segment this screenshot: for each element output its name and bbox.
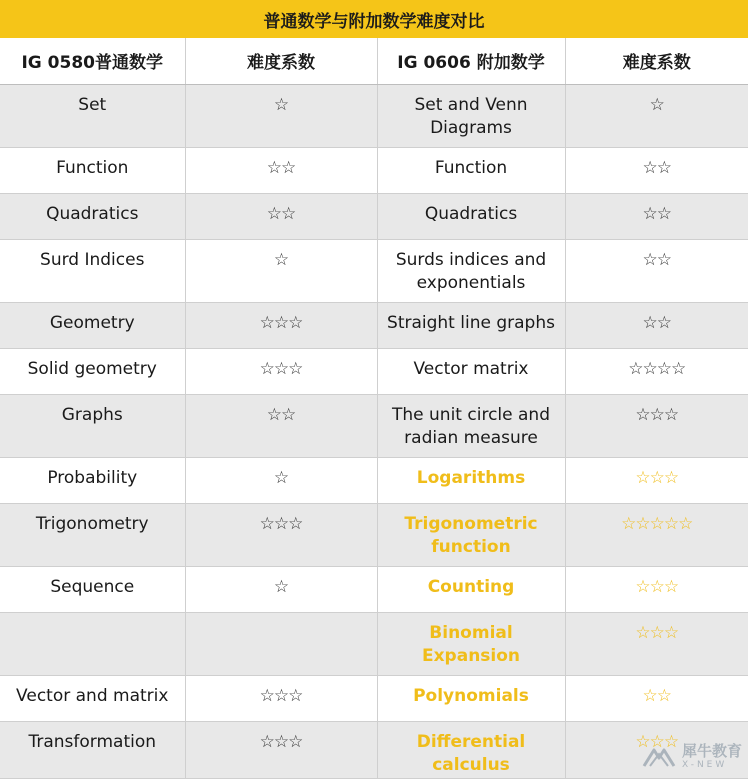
difficulty-0580-cell: ☆☆ (185, 193, 377, 239)
difficulty-0606-cell: ☆☆ (565, 147, 748, 193)
table-row (0, 566, 748, 612)
difficulty-0580-cell: ☆ (185, 566, 377, 612)
watermark-en: X-NEW (681, 760, 728, 770)
difficulty-0606-cell: ☆☆ (565, 239, 748, 302)
topic-0606-cell: Function (377, 147, 565, 193)
difficulty-0606-cell: ☆☆ (565, 675, 748, 721)
topic-0580-cell (0, 612, 185, 675)
topic-0606-cell: Counting (377, 566, 565, 612)
topic-0580-cell: Set (0, 84, 185, 147)
topic-0580-cell: Geometry (0, 302, 185, 348)
watermark-cn: 犀牛教育 (681, 742, 742, 760)
header-0580-topic: IG 0580普通数学 (0, 38, 185, 84)
difficulty-0580-cell: ☆☆☆ (185, 675, 377, 721)
difficulty-0580-cell: ☆☆☆ (185, 302, 377, 348)
topic-0580-cell: Function (0, 147, 185, 193)
table-row (0, 348, 748, 394)
difficulty-0606-cell: ☆☆☆ (565, 721, 748, 778)
topic-0580-cell: Sequence (0, 566, 185, 612)
difficulty-0580-cell: ☆ (185, 457, 377, 503)
table-row (0, 147, 748, 193)
table-row (0, 503, 748, 566)
difficulty-0580-cell: ☆☆ (185, 394, 377, 457)
table-row (0, 302, 748, 348)
topic-0580-cell: Quadratics (0, 193, 185, 239)
difficulty-0606-cell: ☆☆ (565, 302, 748, 348)
topic-0606-cell: Binomial Expansion (377, 612, 565, 675)
watermark (642, 744, 742, 770)
topic-0606-cell: Logarithms (377, 457, 565, 503)
rhino-logo-icon (642, 746, 676, 768)
table-row (0, 394, 748, 457)
difficulty-0606-cell: ☆☆☆ (565, 612, 748, 675)
table-row (0, 84, 748, 147)
difficulty-0580-cell: ☆ (185, 239, 377, 302)
difficulty-0606-cell: ☆☆☆ (565, 566, 748, 612)
topic-0606-cell: Quadratics (377, 193, 565, 239)
difficulty-0606-cell: ☆ (565, 84, 748, 147)
table-row (0, 457, 748, 503)
difficulty-0580-cell: ☆☆☆ (185, 721, 377, 778)
topic-0606-cell: Differential calculus (377, 721, 565, 778)
header-row (0, 38, 748, 84)
difficulty-0580-cell (185, 612, 377, 675)
table-row (0, 721, 748, 778)
topic-0606-cell: The unit circle and radian measure (377, 394, 565, 457)
table-row (0, 612, 748, 675)
comparison-table (0, 38, 748, 779)
difficulty-0606-cell: ☆☆☆ (565, 394, 748, 457)
topic-0606-cell: Vector matrix (377, 348, 565, 394)
table-row (0, 239, 748, 302)
difficulty-0580-cell: ☆☆☆ (185, 348, 377, 394)
difficulty-0606-cell: ☆☆☆ (565, 457, 748, 503)
topic-0606-cell: Straight line graphs (377, 302, 565, 348)
difficulty-0580-cell: ☆ (185, 84, 377, 147)
topic-0580-cell: Surd Indices (0, 239, 185, 302)
header-0606-topic: IG 0606 附加数学 (377, 38, 565, 84)
topic-0580-cell: Transformation (0, 721, 185, 778)
topic-0580-cell: Trigonometry (0, 503, 185, 566)
topic-0606-cell: Surds indices and exponentials (377, 239, 565, 302)
table-row (0, 193, 748, 239)
topic-0606-cell: Trigonometric function (377, 503, 565, 566)
header-0606-difficulty: 难度系数 (565, 38, 748, 84)
topic-0580-cell: Graphs (0, 394, 185, 457)
difficulty-0580-cell: ☆☆ (185, 147, 377, 193)
topic-0580-cell: Probability (0, 457, 185, 503)
difficulty-0580-cell: ☆☆☆ (185, 503, 377, 566)
topic-0580-cell: Vector and matrix (0, 675, 185, 721)
topic-0606-cell: Set and Venn Diagrams (377, 84, 565, 147)
header-0580-difficulty: 难度系数 (185, 38, 377, 84)
difficulty-0606-cell: ☆☆ (565, 193, 748, 239)
difficulty-0606-cell: ☆☆☆☆☆ (565, 503, 748, 566)
topic-0580-cell: Solid geometry (0, 348, 185, 394)
difficulty-0606-cell: ☆☆☆☆ (565, 348, 748, 394)
table-row (0, 675, 748, 721)
topic-0606-cell: Polynomials (377, 675, 565, 721)
table-title: 普通数学与附加数学难度对比 (0, 0, 748, 39)
